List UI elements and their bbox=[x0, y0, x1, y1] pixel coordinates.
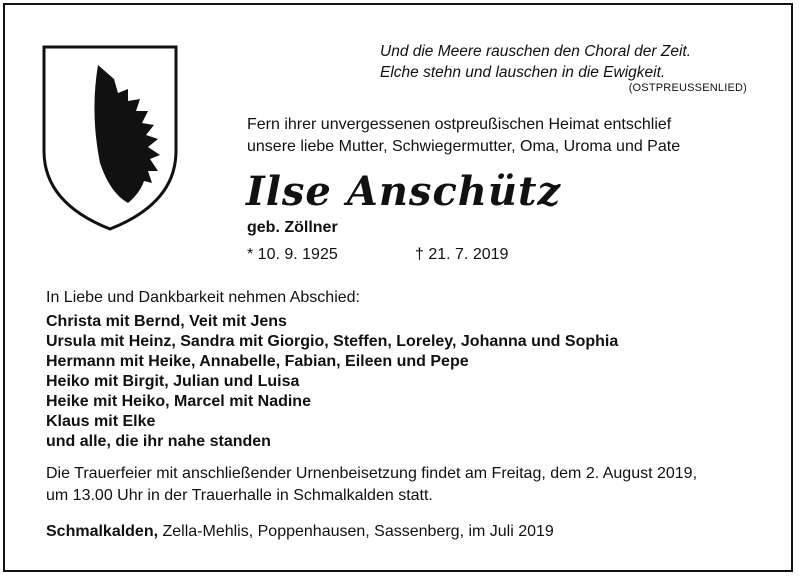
ceremony-line-2: um 13.00 Uhr in der Trauerhalle in Schmalkalden statt. bbox=[46, 487, 433, 504]
intro-line-2: unsere liebe Mutter, Schwiegermutter, Oma, Uroma und Pate bbox=[247, 138, 681, 155]
ceremony-line-1: Die Trauerfeier mit anschließender Urnenbeisetzung findet am Freitag, dem 2. August 2019, bbox=[46, 465, 698, 482]
farewell-intro: In Liebe und Dankbarkeit nehmen Abschied: bbox=[46, 289, 360, 306]
intro-line-1: Fern ihrer unvergessenen ostpreußischen Heimat entschlief bbox=[247, 116, 672, 133]
death-date: † 21. 7. 2019 bbox=[415, 246, 509, 263]
footer-place: Schmalkalden, bbox=[46, 523, 159, 540]
intro-text bbox=[247, 114, 767, 158]
ceremony-info bbox=[46, 463, 766, 507]
mourner-line: Heiko mit Birgit, Julian und Luisa bbox=[46, 373, 300, 390]
birth-date: * 10. 9. 1925 bbox=[247, 246, 338, 263]
mourners-list bbox=[46, 312, 618, 452]
born-name: geb. Zöllner bbox=[247, 219, 338, 236]
poem-line-1: Und die Meere rauschen den Choral der Zeit. bbox=[380, 43, 692, 60]
elk-antler-crest-icon bbox=[40, 43, 180, 233]
poem-source: (OSTPREUSSENLIED) bbox=[628, 82, 747, 94]
place-and-date bbox=[46, 523, 554, 541]
poem-line-2: Elche stehn und lauschen in die Ewigkeit. bbox=[380, 64, 666, 81]
footer-rest: Zella-Mehlis, Poppenhausen, Sassenberg, im Juli 2019 bbox=[158, 523, 554, 540]
poem-verse bbox=[380, 41, 744, 83]
mourner-line: Hermann mit Heike, Annabelle, Fabian, Eileen und Pepe bbox=[46, 353, 469, 370]
life-dates bbox=[247, 246, 508, 264]
deceased-name: Ilse Anschütz bbox=[246, 168, 562, 215]
mourner-line: Klaus mit Elke bbox=[46, 413, 156, 430]
mourner-line: und alle, die ihr nahe standen bbox=[46, 433, 271, 450]
mourner-line: Heike mit Heiko, Marcel mit Nadine bbox=[46, 393, 311, 410]
mourner-line: Christa mit Bernd, Veit mit Jens bbox=[46, 313, 287, 330]
mourner-line: Ursula mit Heinz, Sandra mit Giorgio, Steffen, Loreley, Johanna und Sophia bbox=[46, 333, 619, 350]
